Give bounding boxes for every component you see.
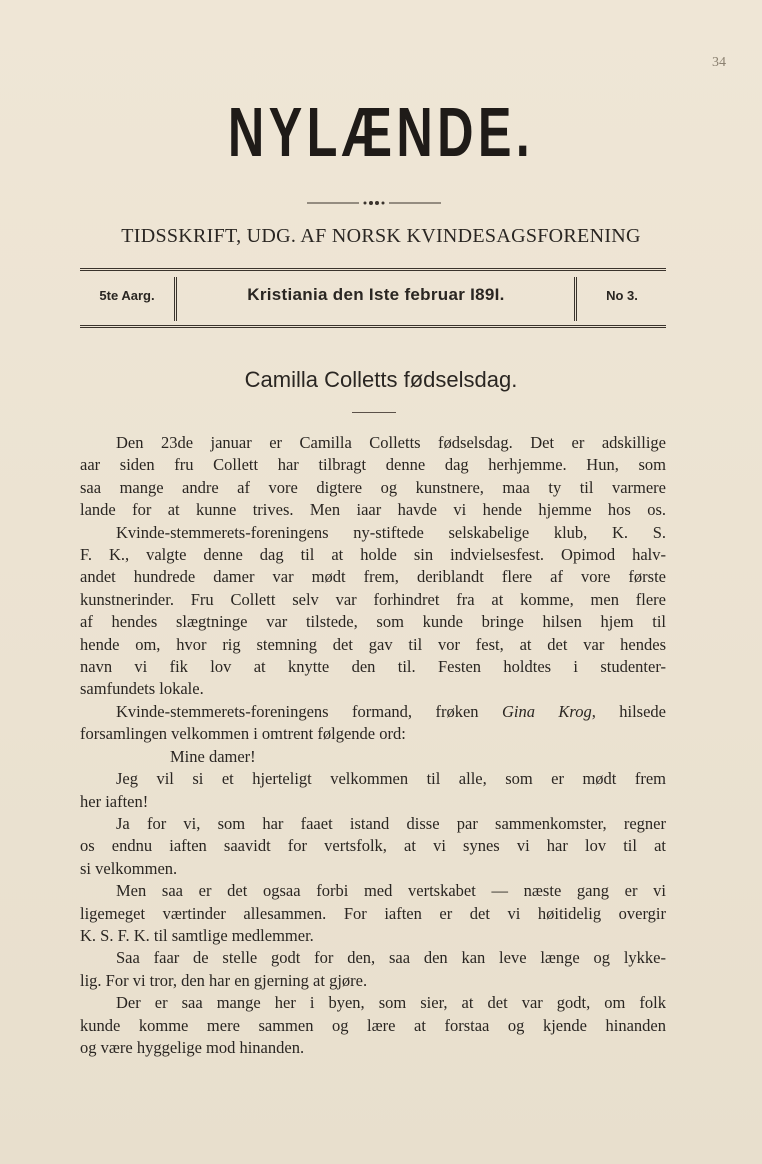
masthead-title: NYLÆNDE.	[227, 93, 535, 171]
divider	[574, 277, 577, 321]
text-line: hende om, hvor rig stemning det gav til vor fest, at det var hendes	[80, 634, 666, 654]
text-line: og være hyggelige mod hinanden.	[80, 1037, 305, 1057]
text-line: K. S. F. K. til samtlige medlemmer.	[80, 925, 314, 945]
article-body	[80, 432, 666, 1059]
name-gina-krog: Gina Krog	[501, 701, 592, 721]
text-line: kunde komme mere sammen og lære at forstaa og kjende hinanden	[80, 1015, 666, 1035]
text-line: aar siden fru Collett har tilbragt denne dag herhjemme. Hun, som	[80, 455, 666, 475]
issue-info-bar	[80, 268, 666, 328]
divider	[174, 277, 177, 321]
text-line: Kvinde-stemmerets-foreningens ny-stiftede selskabelige klub, K. S.	[116, 522, 666, 542]
text-line: F. K., valgte denne dag til at holde sin indvielsesfest. Opimod halv-	[80, 545, 666, 565]
text-line: os endnu iaften saavidt for vertsfolk, at vi synes vi har lov til at	[80, 836, 666, 856]
text-line: samfundets lokale.	[80, 679, 204, 699]
article-title: Camilla Colletts fødselsdag.	[244, 367, 518, 392]
title-rule	[352, 412, 396, 413]
text-line: ligemeget værtinder allesammen. For iaften er det vi høitidelig overgir	[80, 903, 666, 923]
text-line: Der er saa mange her i byen, som sier, at det var godt, om folk	[116, 993, 666, 1013]
text-line: af hendes slægtninge var tilstede, som kunde bringe hilsen hjem til	[80, 612, 666, 632]
ornament-divider	[307, 199, 441, 207]
text-line: Mine damer!	[170, 746, 256, 766]
issue-number: No 3.	[606, 287, 638, 303]
text-line: Men saa er det ogsaa forbi med vertskabet — næste gang er vi	[116, 881, 666, 901]
text-segment: Kvinde-stemmerets-foreningens formand, frøken	[116, 701, 479, 721]
text-line: andet hundrede damer var mødt frem, deriblandt flere af vore første	[80, 567, 666, 587]
text-line: kunstnerinder. Fru Collett selv var forhindret fra at komme, men flere	[80, 589, 666, 609]
text-line	[80, 701, 666, 723]
text-segment: , hilsede	[591, 701, 666, 721]
text-line: Jeg vil si et hjerteligt velkommen til alle, som er mødt frem	[116, 769, 666, 789]
volume-label: 5te Aarg.	[99, 287, 155, 303]
text-line: Den 23de januar er Camilla Colletts fødselsdag. Det er adskillige	[116, 433, 666, 452]
text-line: Ja for vi, som har faaet istand disse par sammenkomster, regner	[116, 813, 666, 833]
subtitle: TIDSSKRIFT, UDG. AF NORSK KVINDESAGSFORENING	[121, 225, 641, 247]
place-date: Kristiania den Iste februar I89I.	[247, 285, 505, 304]
text-line: si velkommen.	[80, 858, 178, 878]
text-line: Saa faar de stelle godt for den, saa den kan leve længe og lykke-	[116, 948, 666, 968]
page-number: 34	[712, 55, 726, 70]
text-line: her iaften!	[80, 791, 149, 811]
text-line: lande for at kunne trives. Men iaar havde vi hende hjemme hos os.	[80, 500, 666, 520]
text-line: lig. For vi tror, den har en gjerning at gjøre.	[80, 970, 368, 990]
text-line: navn vi fik lov at knytte den til. Festen holdtes i studenter-	[80, 657, 666, 677]
text-line: forsamlingen velkommen i omtrent følgende ord:	[80, 724, 406, 744]
text-line: saa mange andre af vore digtere og kunstnere, maa ty til varmere	[80, 477, 666, 497]
